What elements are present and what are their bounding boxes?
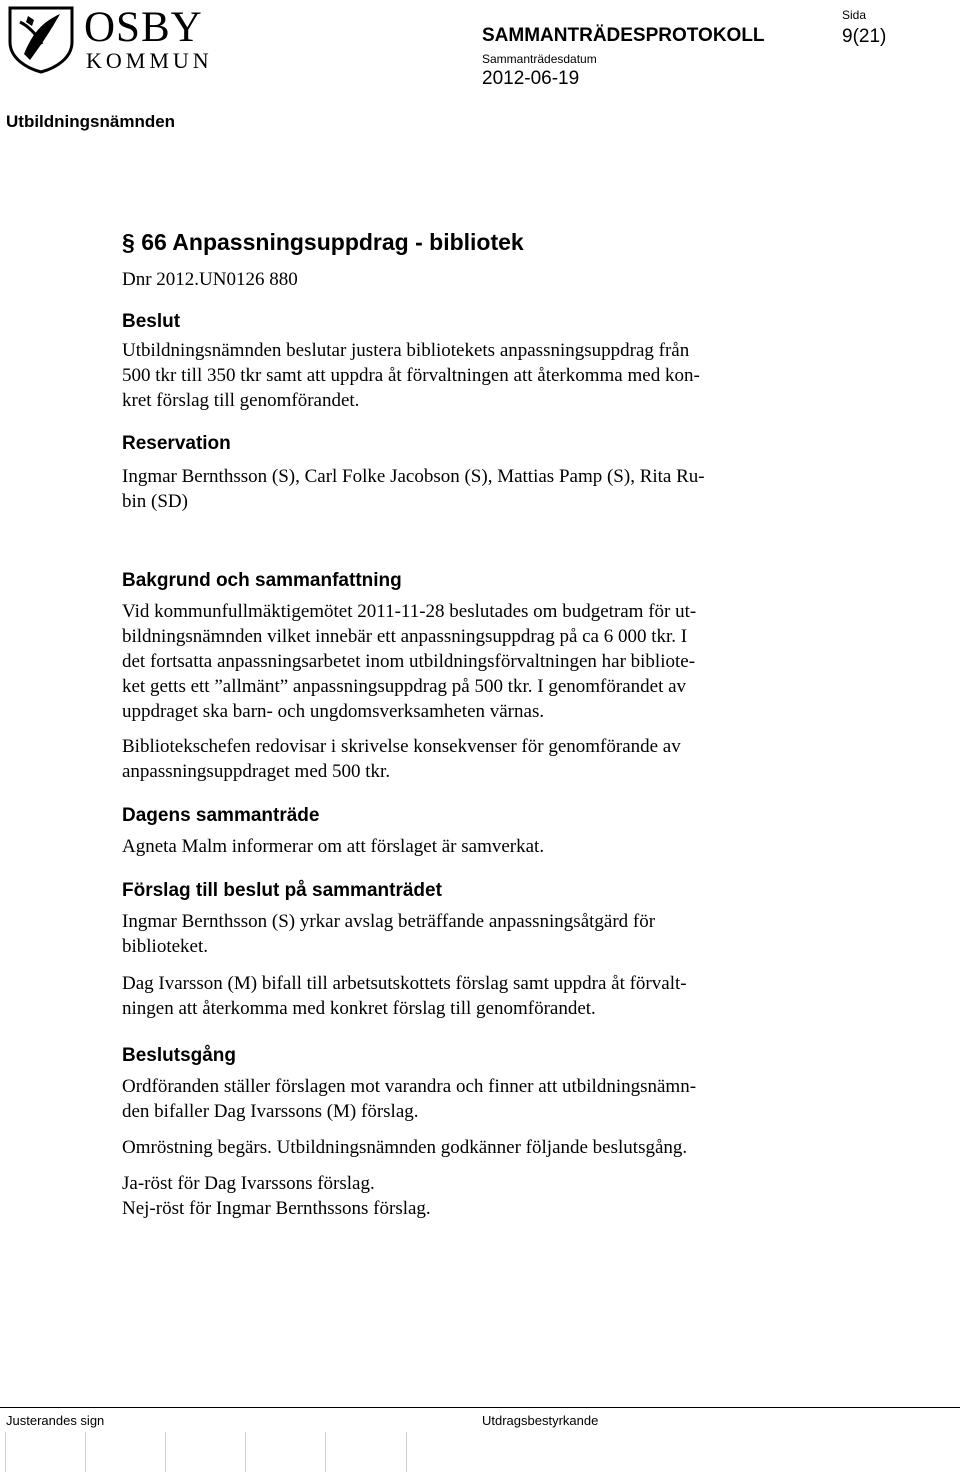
logo-wordmark-kommun: KOMMUN	[86, 48, 213, 73]
signature-box	[5, 1432, 86, 1472]
reservation-text	[122, 464, 802, 514]
text-line: bildningsnämnden vilket innebär ett anpassningsuppdrag på ca 6 000 tkr. I	[122, 626, 688, 647]
committee-name: Utbildningsnämnden	[6, 112, 176, 131]
bakgrund-heading: Bakgrund och sammanfattning	[122, 570, 402, 591]
paragraph-sign-icon: §	[122, 229, 135, 255]
bakgrund-paragraph-2	[122, 734, 802, 784]
protocol-section	[122, 228, 802, 1221]
footer-divider	[0, 1407, 960, 1408]
text-line: 500 tkr till 350 tkr samt att uppdra åt förvaltningen att återkomma med kon-	[122, 365, 700, 386]
dagens-heading: Dagens sammanträde	[122, 805, 320, 826]
text-line: Utbildningsnämnden beslutar justera bibliotekets anpassningsuppdrag från	[122, 340, 690, 361]
logo-wordmark-osby: OSBY	[84, 4, 203, 51]
text-line: Agneta Malm informerar om att förslaget är samverkat.	[122, 836, 545, 857]
text-line: bin (SD)	[122, 491, 188, 512]
dagens-text	[122, 834, 802, 859]
beslut-heading: Beslut	[122, 311, 181, 332]
signature-box	[245, 1432, 326, 1472]
forslag-heading: Förslag till beslut på sammanträdet	[122, 880, 442, 901]
page-label: Sida	[842, 8, 867, 22]
text-line: Omröstning begärs. Utbildningsnämnden godkänner följande beslutsgång.	[122, 1137, 688, 1158]
text-line: Vid kommunfullmäktigemötet 2011-11-28 beslutades om budgetram för ut-	[122, 601, 697, 622]
diary-number: Dnr 2012.UN0126 880	[122, 269, 298, 290]
text-line: Ingmar Bernthsson (S) yrkar avslag beträffande anpassningsåtgärd för	[122, 911, 656, 932]
text-line: ket getts ett ”allmänt” anpassningsuppdrag på 500 tkr. I genomförandet av	[122, 676, 687, 697]
text-line: uppdraget ska barn- och ungdomsverksamheten värnas.	[122, 701, 545, 722]
bakgrund-paragraph-1	[122, 599, 802, 724]
signature-box	[85, 1432, 166, 1472]
text-line: Dag Ivarsson (M) bifall till arbetsutskottets förslag samt uppdra åt förvalt-	[122, 973, 687, 994]
justerandes-sign-label: Justerandes sign	[6, 1413, 105, 1428]
text-line: Ja-röst för Dag Ivarssons förslag.	[122, 1173, 375, 1194]
beslutsgang-paragraph-1	[122, 1074, 802, 1124]
text-line: det fortsatta anpassningsarbetet inom utbildningsförvaltningen har bibliote-	[122, 651, 696, 672]
text-line: ningen att återkomma med konkret förslag till genomförandet.	[122, 998, 596, 1019]
section-title: 66 Anpassningsuppdrag - bibliotek	[141, 229, 524, 255]
meeting-date-label: Sammanträdesdatum	[482, 52, 597, 66]
beslutsgang-paragraph-3	[122, 1171, 802, 1221]
text-line: Ingmar Bernthsson (S), Carl Folke Jacobson (S), Mattias Pamp (S), Rita Ru-	[122, 466, 705, 487]
utdragsbestyrkande-label: Utdragsbestyrkande	[482, 1413, 599, 1428]
meeting-date: 2012-06-19	[482, 68, 580, 89]
forslag-paragraph-2	[122, 971, 802, 1021]
signature-box	[165, 1432, 246, 1472]
beslutsgang-heading: Beslutsgång	[122, 1045, 237, 1066]
osby-coat-of-arms-logo	[6, 4, 76, 74]
text-line: anpassningsuppdraget med 500 tkr.	[122, 761, 391, 782]
beslutsgang-paragraph-2	[122, 1135, 802, 1160]
section-heading	[122, 228, 802, 256]
text-line: kret förslag till genomförandet.	[122, 390, 360, 411]
text-line: Nej-röst för Ingmar Bernthssons förslag.	[122, 1198, 431, 1219]
document-type: SAMMANTRÄDESPROTOKOLL	[482, 25, 765, 46]
signature-box	[325, 1432, 407, 1472]
text-line: den bifaller Dag Ivarssons (M) förslag.	[122, 1101, 419, 1122]
beslut-text	[122, 338, 802, 413]
page-number: 9(21)	[842, 26, 887, 47]
text-line: biblioteket.	[122, 936, 209, 957]
text-line: Ordföranden ställer förslagen mot varandra och finner att utbildningsnämn-	[122, 1076, 697, 1097]
forslag-paragraph-1	[122, 909, 802, 959]
text-line: Bibliotekschefen redovisar i skrivelse konsekvenser för genomförande av	[122, 736, 681, 757]
reservation-heading: Reservation	[122, 433, 231, 454]
